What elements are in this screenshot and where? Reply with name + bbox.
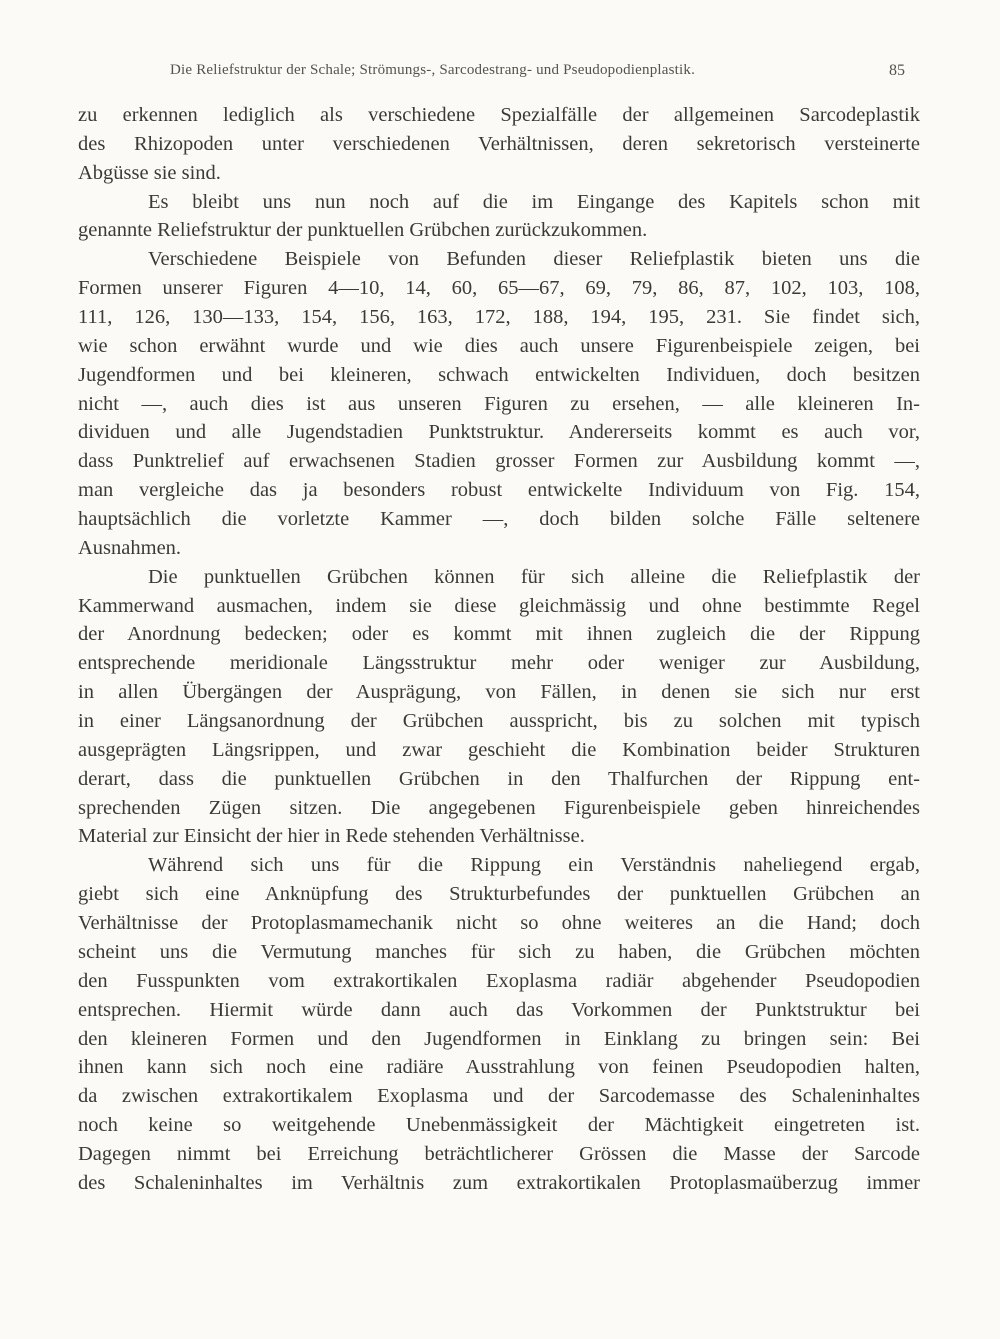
text-line: Formen unserer Figuren 4—10, 14, 60, 65—67, 69, 79, 86, 87, 102, 103, 108, — [78, 277, 920, 300]
running-head: Die Reliefstruktur der Schale; Strömungs-, Sarcodestrang- und Pseudopodienplastik. — [170, 62, 696, 78]
text-line: entsprechende meridionale Längsstruktur mehr oder weniger zur Ausbildung, — [78, 652, 920, 675]
text-line: derart, dass die punktuellen Grübchen in den Thalfurchen der Rippung ent- — [78, 767, 920, 790]
text-line: dividuen und alle Jugendstadien Punktstruktur. Andererseits kommt es auch vor, — [78, 421, 920, 444]
text-line: genannte Reliefstruktur der punktuellen Grübchen zurückzukommen. — [78, 219, 648, 242]
text-line: Dagegen nimmt bei Erreichung beträchtlicherer Grössen die Masse der Sarcode — [78, 1142, 920, 1165]
text-line: 111, 126, 130—133, 154, 156, 163, 172, 188, 194, 195, 231. Sie findet sich, — [78, 306, 920, 329]
text-line: dass Punktrelief auf erwachsenen Stadien grosser Formen zur Ausbildung kommt —, — [78, 450, 920, 473]
text-line: da zwischen extrakortikalem Exoplasma und der Sarcodemasse des Schaleninhaltes — [78, 1085, 920, 1108]
text-line: wie schon erwähnt wurde und wie dies auch unsere Figurenbeispiele zeigen, bei — [78, 334, 920, 357]
text-line: ihnen kann sich noch eine radiäre Ausstrahlung von feinen Pseudopodien halten, — [78, 1056, 920, 1079]
text-line: Ausnahmen. — [78, 536, 182, 559]
text-line: Abgüsse sie sind. — [78, 161, 221, 184]
text-line: man vergleiche das ja besonders robust entwickelte Individuum von Fig. 154, — [78, 479, 920, 502]
text-line: Kammerwand ausmachen, indem sie diese gleichmässig und ohne bestimmte Regel — [78, 594, 920, 617]
text-line: Die punktuellen Grübchen können für sich alleine die Reliefplastik der — [148, 565, 920, 588]
text-line: sprechenden Zügen sitzen. Die angegebenen Figurenbeispiele geben hinreichendes — [78, 796, 920, 819]
text-line: Verschiedene Beispiele von Befunden dieser Reliefplastik bieten uns die — [148, 248, 920, 271]
text-line: hauptsächlich die vorletzte Kammer —, doch bilden solche Fälle seltenere — [78, 508, 920, 531]
text-line: den kleineren Formen und den Jugendformen in Einklang zu bringen sein: Bei — [78, 1027, 920, 1050]
text-line: in allen Übergängen der Ausprägung, von Fällen, in denen sie sich nur erst — [78, 681, 920, 704]
text-line: Material zur Einsicht der hier in Rede stehenden Verhältnisse. — [78, 825, 585, 848]
text-line: giebt sich eine Anknüpfung des Strukturbefundes der punktuellen Grübchen an — [78, 883, 920, 906]
text-line: Während sich uns für die Rippung ein Verständnis naheliegend ergab, — [148, 854, 920, 877]
text-line: noch keine so weitgehende Unebenmässigkeit der Mächtigkeit eingetreten ist. — [78, 1114, 920, 1137]
body-text — [78, 101, 920, 1198]
text-line: entsprechen. Hiermit würde dann auch das Vorkommen der Punktstruktur bei — [78, 998, 920, 1021]
text-line: nicht —, auch dies ist aus unseren Figuren zu ersehen, — alle kleineren In- — [78, 392, 920, 415]
text-line: des Schaleninhaltes im Verhältnis zum extrakortikalen Protoplasmaüberzug immer — [78, 1171, 920, 1194]
text-line: den Fusspunkten vom extrakortikalen Exoplasma radiär abgehender Pseudopodien — [78, 969, 920, 992]
text-line: ausgeprägten Längsrippen, und zwar geschieht die Kombination beider Strukturen — [78, 738, 920, 761]
text-line: scheint uns die Vermutung manches für sich zu haben, die Grübchen möchten — [78, 940, 920, 963]
text-line: Es bleibt uns nun noch auf die im Eingange des Kapitels schon mit — [148, 190, 920, 213]
text-line: der Anordnung bedecken; oder es kommt mit ihnen zugleich die der Rippung — [78, 623, 920, 646]
page-number: 85 — [889, 62, 905, 79]
text-line: Verhältnisse der Protoplasmamechanik nicht so ohne weiteres an die Hand; doch — [78, 912, 920, 935]
text-line: des Rhizopoden unter verschiedenen Verhältnissen, deren sekretorisch versteinerte — [78, 132, 920, 155]
text-line: in einer Längsanordnung der Grübchen ausspricht, bis zu solchen mit typisch — [78, 710, 920, 733]
text-line: Jugendformen und bei kleineren, schwach entwickelten Individuen, doch besitzen — [78, 363, 920, 386]
text-line: zu erkennen lediglich als verschiedene Spezialfälle der allgemeinen Sarcodeplastik — [78, 104, 920, 126]
